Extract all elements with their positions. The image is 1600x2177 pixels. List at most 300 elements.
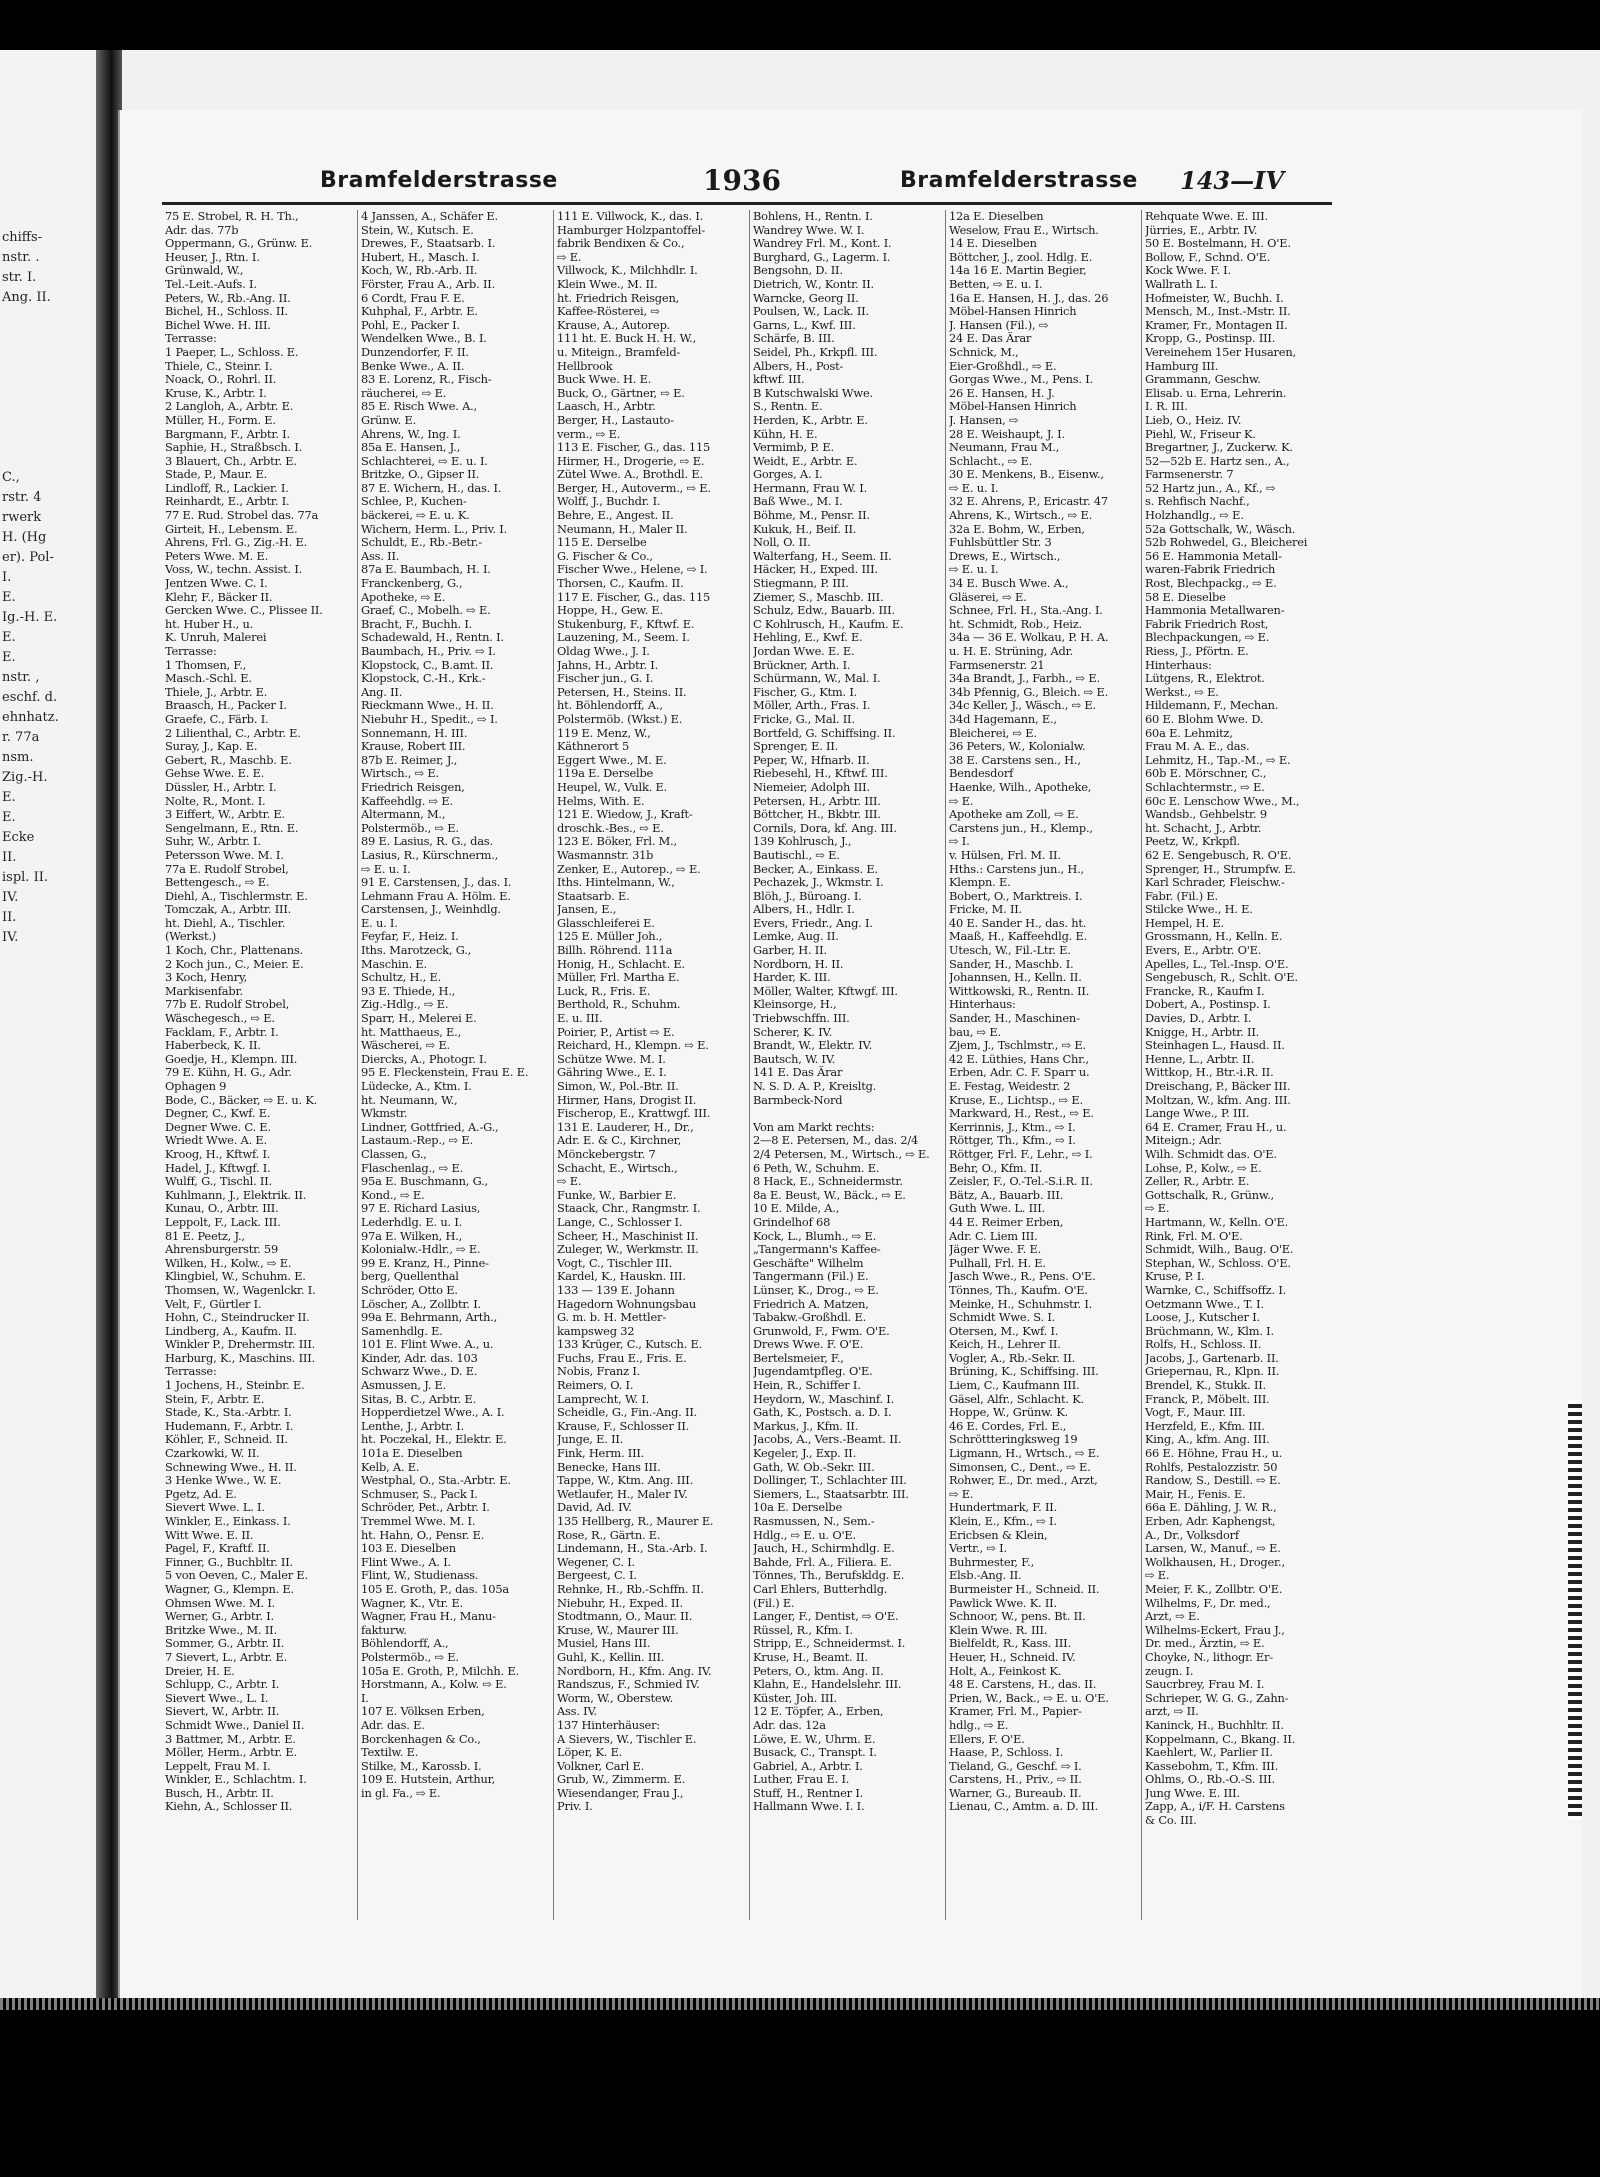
directory-entry: J. Hansen (Fil.), ⇨: [949, 318, 1049, 332]
directory-entry: Ziemer, S., Maschb. III.: [753, 590, 884, 604]
directory-entry: Baumbach, H., Priv. ⇨ I.: [361, 645, 496, 658]
directory-entry: Haberbeck, K. II.: [165, 1039, 261, 1053]
directory-entry: Grindelhof 68: [753, 1215, 831, 1229]
directory-entry: Burmeister H., Schneid. II.: [949, 1582, 1100, 1596]
directory-entry: Weselow, Frau E., Wirtsch.: [949, 223, 1099, 237]
directory-entry: Saphie, H., Straßbsch. I.: [165, 441, 303, 455]
directory-entry: Prien, W., Back., ⇨ E. u. O'E.: [949, 1691, 1109, 1705]
directory-entry: Stodtmann, O., Maur. II.: [557, 1610, 693, 1624]
directory-entry: Brüning, K., Schiffsing. III.: [949, 1365, 1099, 1379]
directory-entry: Sprenger, E. II.: [753, 740, 839, 754]
directory-entry: C Kohlrusch, H., Kaufm. E.: [753, 617, 904, 631]
directory-entry: Priv. I.: [557, 1800, 593, 1814]
directory-entry: Carstens jun., H., Klemp.,: [949, 821, 1093, 835]
directory-entry: Hammonia Metallwaren-: [1145, 604, 1285, 618]
directory-entry: Vermimb, P. E.: [753, 441, 834, 455]
directory-entry: Böhlendorff, A.,: [361, 1637, 449, 1651]
directory-entry: 125 E. Müller Joh.,: [557, 930, 663, 944]
directory-entry: Hirmer, Hans, Drogist II.: [557, 1093, 697, 1107]
directory-entry: Oetzmann Wwe., T. I.: [1145, 1297, 1264, 1311]
directory-entry: ht. Schacht, J., Arbtr.: [1145, 821, 1262, 835]
directory-entry: 64 E. Cramer, Frau H., u.: [1145, 1120, 1287, 1134]
directory-entry: Fischerop, E., Krattwgf. III.: [557, 1107, 711, 1121]
directory-entry: Stilcke Wwe., H. E.: [1145, 903, 1253, 917]
directory-entry: 139 Kohlrusch, J.,: [753, 835, 852, 849]
directory-entry: Johannsen, H., Kelln. II.: [949, 971, 1082, 985]
directory-entry: 52a Gottschalk, W., Wäsch.: [1145, 522, 1296, 536]
directory-entry: Jacobs, J., Gartenarb. II.: [1145, 1351, 1279, 1365]
directory-entry: Sander, H., Maschb. I.: [949, 957, 1074, 971]
directory-entry: Miteign.; Adr.: [1145, 1134, 1222, 1148]
directory-entry: Bregartner, J., Zuckerw. K.: [1145, 441, 1293, 455]
directory-entry: 62 E. Sengebusch, R. O'E.: [1145, 848, 1292, 862]
directory-entry: Iths. Marotzeck, G.,: [361, 944, 472, 958]
directory-entry: Schwarz Wwe., D. E.: [361, 1365, 478, 1379]
directory-entry: Scherer, K. IV.: [753, 1025, 832, 1039]
directory-entry: 83 E. Lorenz, R., Fisch-: [361, 373, 492, 387]
directory-entry: Bertelsmeier, F.,: [753, 1351, 844, 1365]
directory-entry: 117 E. Fischer, G., das. 115: [557, 590, 711, 604]
directory-entry: Heuser, J., Rtn. I.: [165, 250, 260, 264]
directory-entry: Rehquate Wwe. E. III.: [1145, 210, 1268, 223]
directory-entry: Ericbsen & Klein,: [949, 1528, 1048, 1542]
directory-entry: Maschin. E.: [361, 957, 427, 971]
directory-entry: Franckenberg, G.,: [361, 577, 463, 591]
directory-entry: Siemers, L., Staatsarbtr. III.: [753, 1487, 909, 1501]
directory-entry: Seidel, Ph., Krkpfl. III.: [753, 345, 878, 359]
directory-entry: Erben, Adr. Kaphengst,: [1145, 1515, 1276, 1528]
directory-entry: Kolonialw.-Hdlr., ⇨ E.: [361, 1243, 481, 1257]
directory-entry: Sonnemann, H. III.: [361, 726, 468, 740]
directory-entry: Finner, G., Buchbltr. II.: [165, 1555, 293, 1569]
directory-entry: 6 Cordt, Frau F. E.: [361, 291, 465, 305]
directory-entry: Tappe, W., Ktm. Ang. III.: [557, 1474, 693, 1488]
directory-entry: Kiehn, A., Schlosser II.: [165, 1800, 293, 1814]
directory-entry: Ohlms, O., Rb.-O.-S. III.: [1145, 1773, 1275, 1787]
directory-entry: 133 Krüger, C., Kutsch. E.: [557, 1338, 703, 1352]
directory-entry: Dreischang, P., Bäcker III.: [1145, 1080, 1291, 1093]
directory-entry: Lasius, R., Kürschnerm.,: [361, 848, 499, 862]
directory-entry: Wilhelms-Eckert, Frau J.,: [1145, 1623, 1285, 1637]
directory-entry: Arzt, ⇨ E.: [1145, 1610, 1200, 1624]
directory-entry: Klein Wwe., M. II.: [557, 277, 658, 291]
directory-entry: Wendelken Wwe., B. I.: [361, 332, 487, 346]
directory-entry: I.: [361, 1691, 369, 1705]
directory-entry: Rolfs, H., Schloss. II.: [1145, 1338, 1262, 1352]
directory-entry: 99a E. Behrmann, Arth.,: [361, 1311, 498, 1325]
directory-entry: 1 Jochens, H., Steinbr. E.: [165, 1379, 305, 1393]
directory-entry: 95 E. Fleckenstein, Frau E. E.: [361, 1066, 529, 1080]
directory-entry: Asmussen, J. E.: [361, 1379, 447, 1393]
directory-entry: Schultz, H., E.: [361, 971, 442, 985]
directory-entry: Wallrath L. I.: [1145, 277, 1218, 291]
directory-entry: Witt Wwe. E. II.: [165, 1528, 254, 1542]
directory-entry: 1 Thomsen, F.,: [165, 658, 247, 672]
left-page-text-fragment: E.: [2, 630, 16, 645]
directory-entry: Funke, W., Barbier E.: [557, 1188, 677, 1202]
directory-entry: Davies, D., Arbtr. I.: [1145, 1012, 1252, 1026]
directory-entry: Ellers, F. O'E.: [949, 1732, 1025, 1746]
directory-entry: 32 E. Ahrens, P., Ericastr. 47: [949, 495, 1108, 509]
directory-entry: kftwf. III.: [753, 373, 805, 387]
directory-entry: 141 E. Das Ärar: [753, 1066, 843, 1080]
directory-entry: Schlachterei, ⇨ E. u. I.: [361, 454, 488, 468]
directory-entry: Tönnes, Th., Kaufm. O'E.: [949, 1283, 1088, 1297]
directory-entry: Honig, H., Schlacht. E.: [557, 957, 685, 971]
directory-entry: Benke Wwe., A. II.: [361, 359, 465, 373]
directory-entry: 36 Peters, W., Kolonialw.: [949, 740, 1086, 754]
directory-entry: Berthold, R., Schuhm.: [557, 998, 681, 1012]
directory-entry: bäckerei, ⇨ E. u. K.: [361, 509, 470, 523]
left-page-text-fragment: r. 77a: [2, 730, 40, 745]
directory-entry: Hinterhaus:: [1145, 658, 1212, 672]
directory-entry: Jauch, H., Schirmhdlg. E.: [753, 1542, 895, 1556]
directory-entry: Zütel Wwe. A., Brothdl. E.: [557, 468, 703, 482]
directory-entry: Drewes, F., Staatsarb. I.: [361, 237, 496, 251]
directory-entry: 28 E. Weishaupt, J. I.: [949, 427, 1065, 441]
directory-entry: 123 E. Böker, Frl. M.,: [557, 835, 677, 849]
directory-entry: Käthnerort 5: [557, 740, 630, 754]
directory-entry: Möller, Herm., Arbtr. E.: [165, 1746, 297, 1760]
directory-entry: in gl. Fa., ⇨ E.: [361, 1786, 441, 1800]
directory-entry: Heupel, W., Vulk. E.: [557, 780, 668, 794]
directory-entry: King, A., kfm. Ang. III.: [1145, 1433, 1270, 1447]
directory-entry: Elisab. u. Erna, Lehrerin.: [1145, 386, 1287, 400]
directory-entry: Stuff, H., Rentner I.: [753, 1786, 864, 1800]
directory-entry: Schärfe, B. III.: [753, 332, 835, 346]
directory-entry: Kühn, H. E.: [753, 427, 818, 441]
directory-entry: Musiel, Hans III.: [557, 1637, 651, 1651]
directory-entry: 40 E. Sander H., das. ht.: [949, 916, 1087, 930]
scan-right-edge-marks: [1568, 1400, 1582, 1820]
directory-entry: 85a E. Hansen, J.,: [361, 441, 461, 455]
directory-entry: (Fil.) E.: [753, 1596, 795, 1610]
directory-entry: Adr. E. & C., Kirchner,: [557, 1134, 682, 1148]
directory-entry: Ang. II.: [361, 685, 403, 699]
directory-entry: Berger, H., Autoverm., ⇨ E.: [557, 481, 711, 495]
directory-entry: Kinder, Adr. das. 103: [361, 1351, 478, 1365]
directory-entry: 109 E. Hutstein, Arthur,: [361, 1773, 496, 1787]
directory-entry: v. Hülsen, Frl. M. II.: [949, 848, 1061, 862]
directory-entry: Hdlg., ⇨ E. u. O'E.: [753, 1528, 856, 1542]
directory-entry: Gath, K., Postsch. a. D. I.: [753, 1406, 892, 1420]
directory-entry: Klopstock, C., B.amt. II.: [361, 658, 494, 672]
directory-entry: Warncke, Georg II.: [753, 291, 859, 305]
directory-entry: A Sievers, W., Tischler E.: [557, 1732, 697, 1746]
directory-entry: Noll, O. II.: [753, 536, 811, 550]
directory-entry: Hagedorn Wohnungsbau: [557, 1297, 696, 1311]
left-page-text-fragment: nsm.: [2, 750, 34, 765]
directory-entry: Fischer Wwe., Helene, ⇨ I.: [557, 563, 708, 577]
left-page-text-fragment: IV.: [2, 930, 19, 945]
directory-entry: Helms, With. E.: [557, 794, 645, 808]
directory-entry: ⇨ E.: [557, 250, 582, 264]
left-page-text-fragment: rstr. 4: [2, 490, 42, 505]
directory-entry: 34a — 36 E. Wolkau, P. H. A.: [949, 631, 1109, 645]
directory-entry: Walterfang, H., Seem. II.: [753, 549, 892, 563]
directory-entry: Hellbrook: [557, 359, 613, 373]
directory-entry: Keich, H., Lehrer II.: [949, 1338, 1061, 1352]
directory-entry: Sievert, W., Arbtr. II.: [165, 1705, 280, 1719]
directory-entry: Mönckebergstr. 7: [557, 1147, 656, 1161]
directory-entry: Fink, Herm. III.: [557, 1447, 645, 1461]
directory-entry: Hirmer, H., Drogerie, ⇨ E.: [557, 454, 705, 468]
directory-entry: Saucrbrey, Frau M. I.: [1145, 1678, 1265, 1692]
directory-entry: Gorges, A. I.: [753, 468, 823, 482]
directory-entry: Busch, H., Arbtr. II.: [165, 1786, 274, 1800]
directory-entry: A., Dr., Volksdorf: [1145, 1528, 1239, 1542]
directory-entry: Lamprecht, W. I.: [557, 1392, 650, 1406]
directory-entry: Hadel, J., Kftwgf. I.: [165, 1161, 271, 1175]
directory-entry: berg, Quellenthal: [361, 1270, 459, 1284]
directory-entry: Simon, W., Pol.-Btr. II.: [557, 1080, 679, 1093]
directory-entry: ht. Poczekal, H., Elektr. E.: [361, 1433, 507, 1447]
directory-entry: Poirier, P., Artist ⇨ E.: [557, 1025, 675, 1039]
directory-entry: Farmsenerstr. 7: [1145, 468, 1234, 482]
directory-entry: K. Unruh, Malerei: [165, 631, 267, 645]
directory-entry: Hildemann, F., Mechan.: [1145, 699, 1279, 713]
directory-entry: Friedrich Reisgen,: [361, 780, 465, 794]
directory-entry: Winkler, E., Einkass. I.: [165, 1515, 291, 1528]
directory-entry: 14 E. Dieselben: [949, 237, 1037, 251]
directory-entry: Röttger, Th., Kfm., ⇨ I.: [949, 1134, 1076, 1148]
directory-entry: Gorgas Wwe., M., Pens. I.: [949, 373, 1093, 387]
directory-entry: Britzke Wwe., M. II.: [165, 1623, 277, 1637]
directory-entry: Lütgens, R., Elektrot.: [1145, 672, 1265, 686]
directory-entry: Vereinehem 15er Husaren,: [1145, 345, 1296, 359]
directory-entry: Degner Wwe. C. E.: [165, 1120, 271, 1134]
directory-entry: Ohmsen Wwe. M. I.: [165, 1596, 276, 1610]
directory-entry: hdlg., ⇨ E.: [949, 1718, 1009, 1732]
directory-entry: 101a E. Dieselben: [361, 1447, 463, 1461]
directory-entry: David, Ad. IV.: [557, 1501, 632, 1515]
directory-entry: Bautsch, W. IV.: [753, 1052, 836, 1066]
directory-entry: Haase, P., Schloss. I.: [949, 1746, 1064, 1760]
directory-entry: Altermann, M.,: [361, 808, 446, 822]
directory-entry: Grammann, Geschw.: [1145, 373, 1261, 387]
directory-entry: Braasch, H., Packer I.: [165, 699, 287, 713]
directory-entry: Bergeest, C. I.: [557, 1569, 637, 1583]
directory-entry: arzt, ⇨ II.: [1145, 1705, 1199, 1719]
directory-entry: 87b E. Reimer, J.,: [361, 753, 458, 767]
directory-entry: Wagner, K., Vtr. E.: [361, 1596, 464, 1610]
directory-entry: Worm, W., Oberstew.: [557, 1691, 674, 1705]
directory-entry: Müller, Frl. Martha E.: [557, 971, 680, 985]
directory-entry: Peetz, W., Krkpfl.: [1145, 835, 1241, 849]
directory-entry: Leppelt, Frau M. I.: [165, 1759, 271, 1773]
directory-entry: Kardel, K., Hauskn. III.: [557, 1270, 686, 1284]
directory-entry: Wulff, G., Tischl. II.: [165, 1175, 272, 1189]
directory-entry: bau, ⇨ E.: [949, 1025, 1001, 1039]
directory-entry: Stade, K., Sta.-Arbtr. I.: [165, 1406, 292, 1420]
directory-entry: Kaninck, H., Buchhltr. II.: [1145, 1718, 1284, 1732]
directory-entry: fakturw.: [361, 1623, 407, 1637]
directory-entry: ht. Schmidt, Rob., Heiz.: [949, 617, 1082, 631]
directory-entry: 137 Hinterhäuser:: [557, 1718, 660, 1732]
directory-entry: E. u. I.: [361, 916, 398, 930]
directory-entry: Randow, S., Destill. ⇨ E.: [1145, 1474, 1281, 1488]
directory-entry: 97a E. Wilken, H.,: [361, 1229, 463, 1243]
directory-entry: Krause, Robert III.: [361, 740, 466, 754]
directory-entry: Jasch Wwe., R., Pens. O'E.: [949, 1270, 1096, 1284]
directory-entry: Riess, J., Pförtn. E.: [1145, 645, 1249, 658]
directory-entry: Baß Wwe., M. I.: [753, 495, 843, 509]
directory-entry: ht. Böhlendorff, A.,: [557, 699, 663, 713]
directory-entry: Tabakw.-Großhdl. E.: [753, 1311, 867, 1325]
directory-entry: Löscher, A., Zollbtr. I.: [361, 1297, 481, 1311]
directory-entry: Schacht, E., Wirtsch.,: [557, 1161, 678, 1175]
directory-entry: Vogt, F., Maur. III.: [1145, 1406, 1246, 1420]
directory-entry: Evers, Friedr., Ang. I.: [753, 916, 873, 930]
directory-entry: Gath, W. Ob.-Sekr. III.: [753, 1460, 875, 1474]
directory-entry: Wkmstr.: [361, 1107, 408, 1121]
directory-entry: u. Miteign., Bramfeld-: [557, 345, 681, 359]
left-page-text-fragment: II.: [2, 910, 17, 925]
directory-entry: Hempel, H. E.: [1145, 916, 1224, 930]
directory-entry: Zuleger, W., Werkmstr. II.: [557, 1243, 699, 1257]
directory-entry: Sparr, H., Melerei E.: [361, 1012, 477, 1026]
directory-entry: Wittkowski, R., Rentn. II.: [949, 984, 1090, 998]
directory-entry: Pohl, E., Packer I.: [361, 318, 460, 332]
directory-entry: Peters, O., ktm. Ang. II.: [753, 1664, 884, 1678]
directory-entry: I. R. III.: [1145, 400, 1188, 414]
directory-entry: Lünser, K., Drog., ⇨ E.: [753, 1283, 879, 1297]
directory-entry: Jahns, H., Arbtr. I.: [557, 658, 659, 672]
left-page-text-fragment: ehnhatz.: [2, 710, 59, 725]
directory-entry: Tangermann (Fil.) E.: [753, 1270, 869, 1284]
directory-entry: Hartmann, W., Kelln. O'E.: [1145, 1215, 1289, 1229]
directory-entry: Weidt, E., Arbtr. E.: [753, 454, 858, 468]
directory-entry: Holt, A., Feinkost K.: [949, 1664, 1062, 1678]
directory-entry: Terrasse:: [165, 645, 217, 658]
directory-entry: Stein, W., Kutsch. E.: [361, 223, 474, 237]
directory-entry: Möller, Arth., Fras. I.: [753, 699, 871, 713]
directory-entry: Hamburger Holzpantoffel-: [557, 223, 705, 237]
directory-entry: Hopperdietzel Wwe., A. I.: [361, 1406, 505, 1420]
directory-entry: Wriedt Wwe. A. E.: [165, 1134, 267, 1148]
directory-entry: Farmsenerstr. 21: [949, 658, 1045, 672]
directory-entry: Harburg, K., Maschins. III.: [165, 1351, 315, 1365]
directory-entry: Krause, A., Autorep.: [557, 318, 671, 332]
directory-entry: Behre, E., Angest. II.: [557, 509, 674, 523]
directory-entry: Karl Schrader, Fleischw.-: [1145, 876, 1285, 890]
directory-entry: Rieckmann Wwe., H. II.: [361, 699, 494, 713]
directory-entry: 121 E. Wiedow, J., Kraft-: [557, 808, 693, 822]
directory-entry: Vogler, A., Rb.-Sekr. II.: [949, 1351, 1076, 1365]
left-page-text-fragment: E.: [2, 790, 16, 805]
header-street-right: Bramfelderstrasse: [900, 168, 1138, 193]
directory-entry: 42 E. Lüthies, Hans Chr.,: [949, 1052, 1089, 1066]
directory-entry: Förster, Frau A., Arb. II.: [361, 277, 495, 291]
directory-entry: Liem, C., Kaufmann III.: [949, 1379, 1080, 1393]
directory-entry: Bohlens, H., Rentn. I.: [753, 210, 873, 223]
directory-entry: Wäschegesch., ⇨ E.: [165, 1012, 275, 1026]
directory-entry: u. H. E. Strüning, Adr.: [949, 645, 1074, 658]
directory-entry: Bobert, O., Marktreis. I.: [949, 889, 1083, 903]
directory-entry: Zeller, R., Arbtr. E.: [1145, 1175, 1250, 1189]
directory-entry: 89 E. Lasius, R. G., das.: [361, 835, 493, 849]
directory-entry: 133 — 139 E. Johann: [557, 1283, 675, 1297]
directory-entry: Wolff, J., Buchdr. I.: [557, 495, 661, 509]
header-street-left: Bramfelderstrasse: [320, 168, 558, 193]
directory-entry: Zenker, E., Autorep., ⇨ E.: [557, 862, 701, 876]
directory-entry: Betten, ⇨ E. u. I.: [949, 277, 1043, 291]
directory-entry: 58 E. Dieselbe: [1145, 590, 1226, 604]
directory-entry: Küster, Joh. III.: [753, 1691, 837, 1705]
directory-entry: Schröder, Pet., Arbtr. I.: [361, 1501, 490, 1515]
directory-entry: Koch, W., Rb.-Arb. II.: [361, 264, 478, 278]
directory-entry: Reinhardt, E., Arbtr. I.: [165, 495, 290, 509]
directory-entry: Czarkowki, W. II.: [165, 1447, 260, 1461]
directory-entry: Röttger, Frl. F., Lehr., ⇨ I.: [949, 1147, 1093, 1161]
directory-entry: fabrik Bendixen & Co.,: [557, 237, 685, 251]
directory-entry: Noack, O., Rohrl. II.: [165, 373, 277, 387]
directory-entry: Garns, L., Kwf. III.: [753, 318, 856, 332]
directory-entry: 77b E. Rudolf Strobel,: [165, 998, 290, 1012]
directory-entry: Bengsohn, D. II.: [753, 264, 843, 278]
directory-entry: Petersen, H., Steins. II.: [557, 685, 687, 699]
directory-entry: Berger, H., Lastauto-: [557, 413, 674, 427]
directory-entry: 60 E. Blohm Wwe. D.: [1145, 712, 1264, 726]
directory-entry: Petersson Wwe. M. I.: [165, 848, 284, 862]
directory-entry: Ahrens, Frl. G., Zig.-H. E.: [165, 536, 307, 550]
directory-entry: Oppermann, G., Grünw. E.: [165, 237, 313, 251]
directory-entry: Thomsen, W., Wagenlckr. I.: [165, 1283, 316, 1297]
directory-entry: Sengelmann, E., Rtn. E.: [165, 821, 299, 835]
directory-entry: Jacobs, A., Vers.-Beamt. II.: [753, 1433, 902, 1447]
directory-entry: Kruse, P. I.: [1145, 1270, 1205, 1284]
directory-entry: Lehmitz, H., Tap.-M., ⇨ E.: [1145, 753, 1291, 767]
directory-entry: Gebert, R., Maschb. E.: [165, 753, 292, 767]
directory-entry: 1 Koch, Chr., Plattenans.: [165, 944, 303, 958]
directory-entry: Lienau, C., Amtm. a. D. III.: [949, 1800, 1098, 1814]
directory-entry: Flint Wwe., A. I.: [361, 1555, 451, 1569]
directory-entry: Lindner, Gottfried, A.-G.,: [361, 1120, 499, 1134]
directory-entry: Loose, J., Kutscher I.: [1145, 1311, 1260, 1325]
left-page-text-fragment: H. (Hg: [2, 530, 47, 545]
directory-entry: Düssler, H., Arbtr. I.: [165, 780, 277, 794]
directory-entry: 26 E. Hansen, H. J.: [949, 386, 1055, 400]
directory-entry: Stukenburg, F., Kftwf. E.: [557, 617, 695, 631]
directory-entry: Reichard, H., Klempn. ⇨ E.: [557, 1039, 709, 1053]
directory-entry: Kond., ⇨ E.: [361, 1188, 425, 1202]
directory-entry: Böttcher, J., zool. Hdlg. E.: [949, 250, 1093, 264]
directory-entry: Thiele, J., Arbtr. E.: [165, 685, 268, 699]
directory-entry: Terrasse:: [165, 1365, 217, 1379]
directory-entry: Schrieper, W. G. G., Zahn-: [1145, 1691, 1289, 1705]
directory-entry: Garber, H. II.: [753, 944, 827, 958]
directory-entry: Hehling, E., Kwf. E.: [753, 631, 863, 645]
directory-entry: Peters Wwe. M. E.: [165, 549, 269, 563]
directory-entry: Barmbeck-Nord: [753, 1093, 843, 1107]
directory-entry: 56 E. Hammonia Metall-: [1145, 549, 1282, 563]
directory-entry: Heydorn, W., Maschinf. I.: [753, 1392, 895, 1406]
directory-entry: ht. Neumann, W.,: [361, 1093, 458, 1107]
directory-entry: Degner, C., Kwf. E.: [165, 1107, 271, 1121]
directory-entry: Heuer, H., Schneid. IV.: [949, 1650, 1076, 1664]
directory-entry: Kelb, A. E.: [361, 1460, 420, 1474]
directory-entry: Schuldt, E., Rb.-Betr.-: [361, 536, 482, 550]
directory-entry: Lange, C., Schlosser I.: [557, 1215, 683, 1229]
directory-entry: Dietrich, W., Kontr. II.: [753, 277, 874, 291]
directory-entry: Samenhdlg. E.: [361, 1324, 443, 1338]
directory-entry: 105 E. Groth, P., das. 105a: [361, 1582, 509, 1596]
directory-entry: Lüdecke, A., Ktm. I.: [361, 1080, 472, 1093]
directory-entry: 3 Koch, Henry,: [165, 971, 248, 985]
directory-entry: Sander, H., Maschinen-: [949, 1012, 1080, 1026]
directory-entry: Geschäfte" Wilhelm: [753, 1256, 864, 1270]
directory-entry: Billh. Röhrend. 111a: [557, 944, 673, 958]
